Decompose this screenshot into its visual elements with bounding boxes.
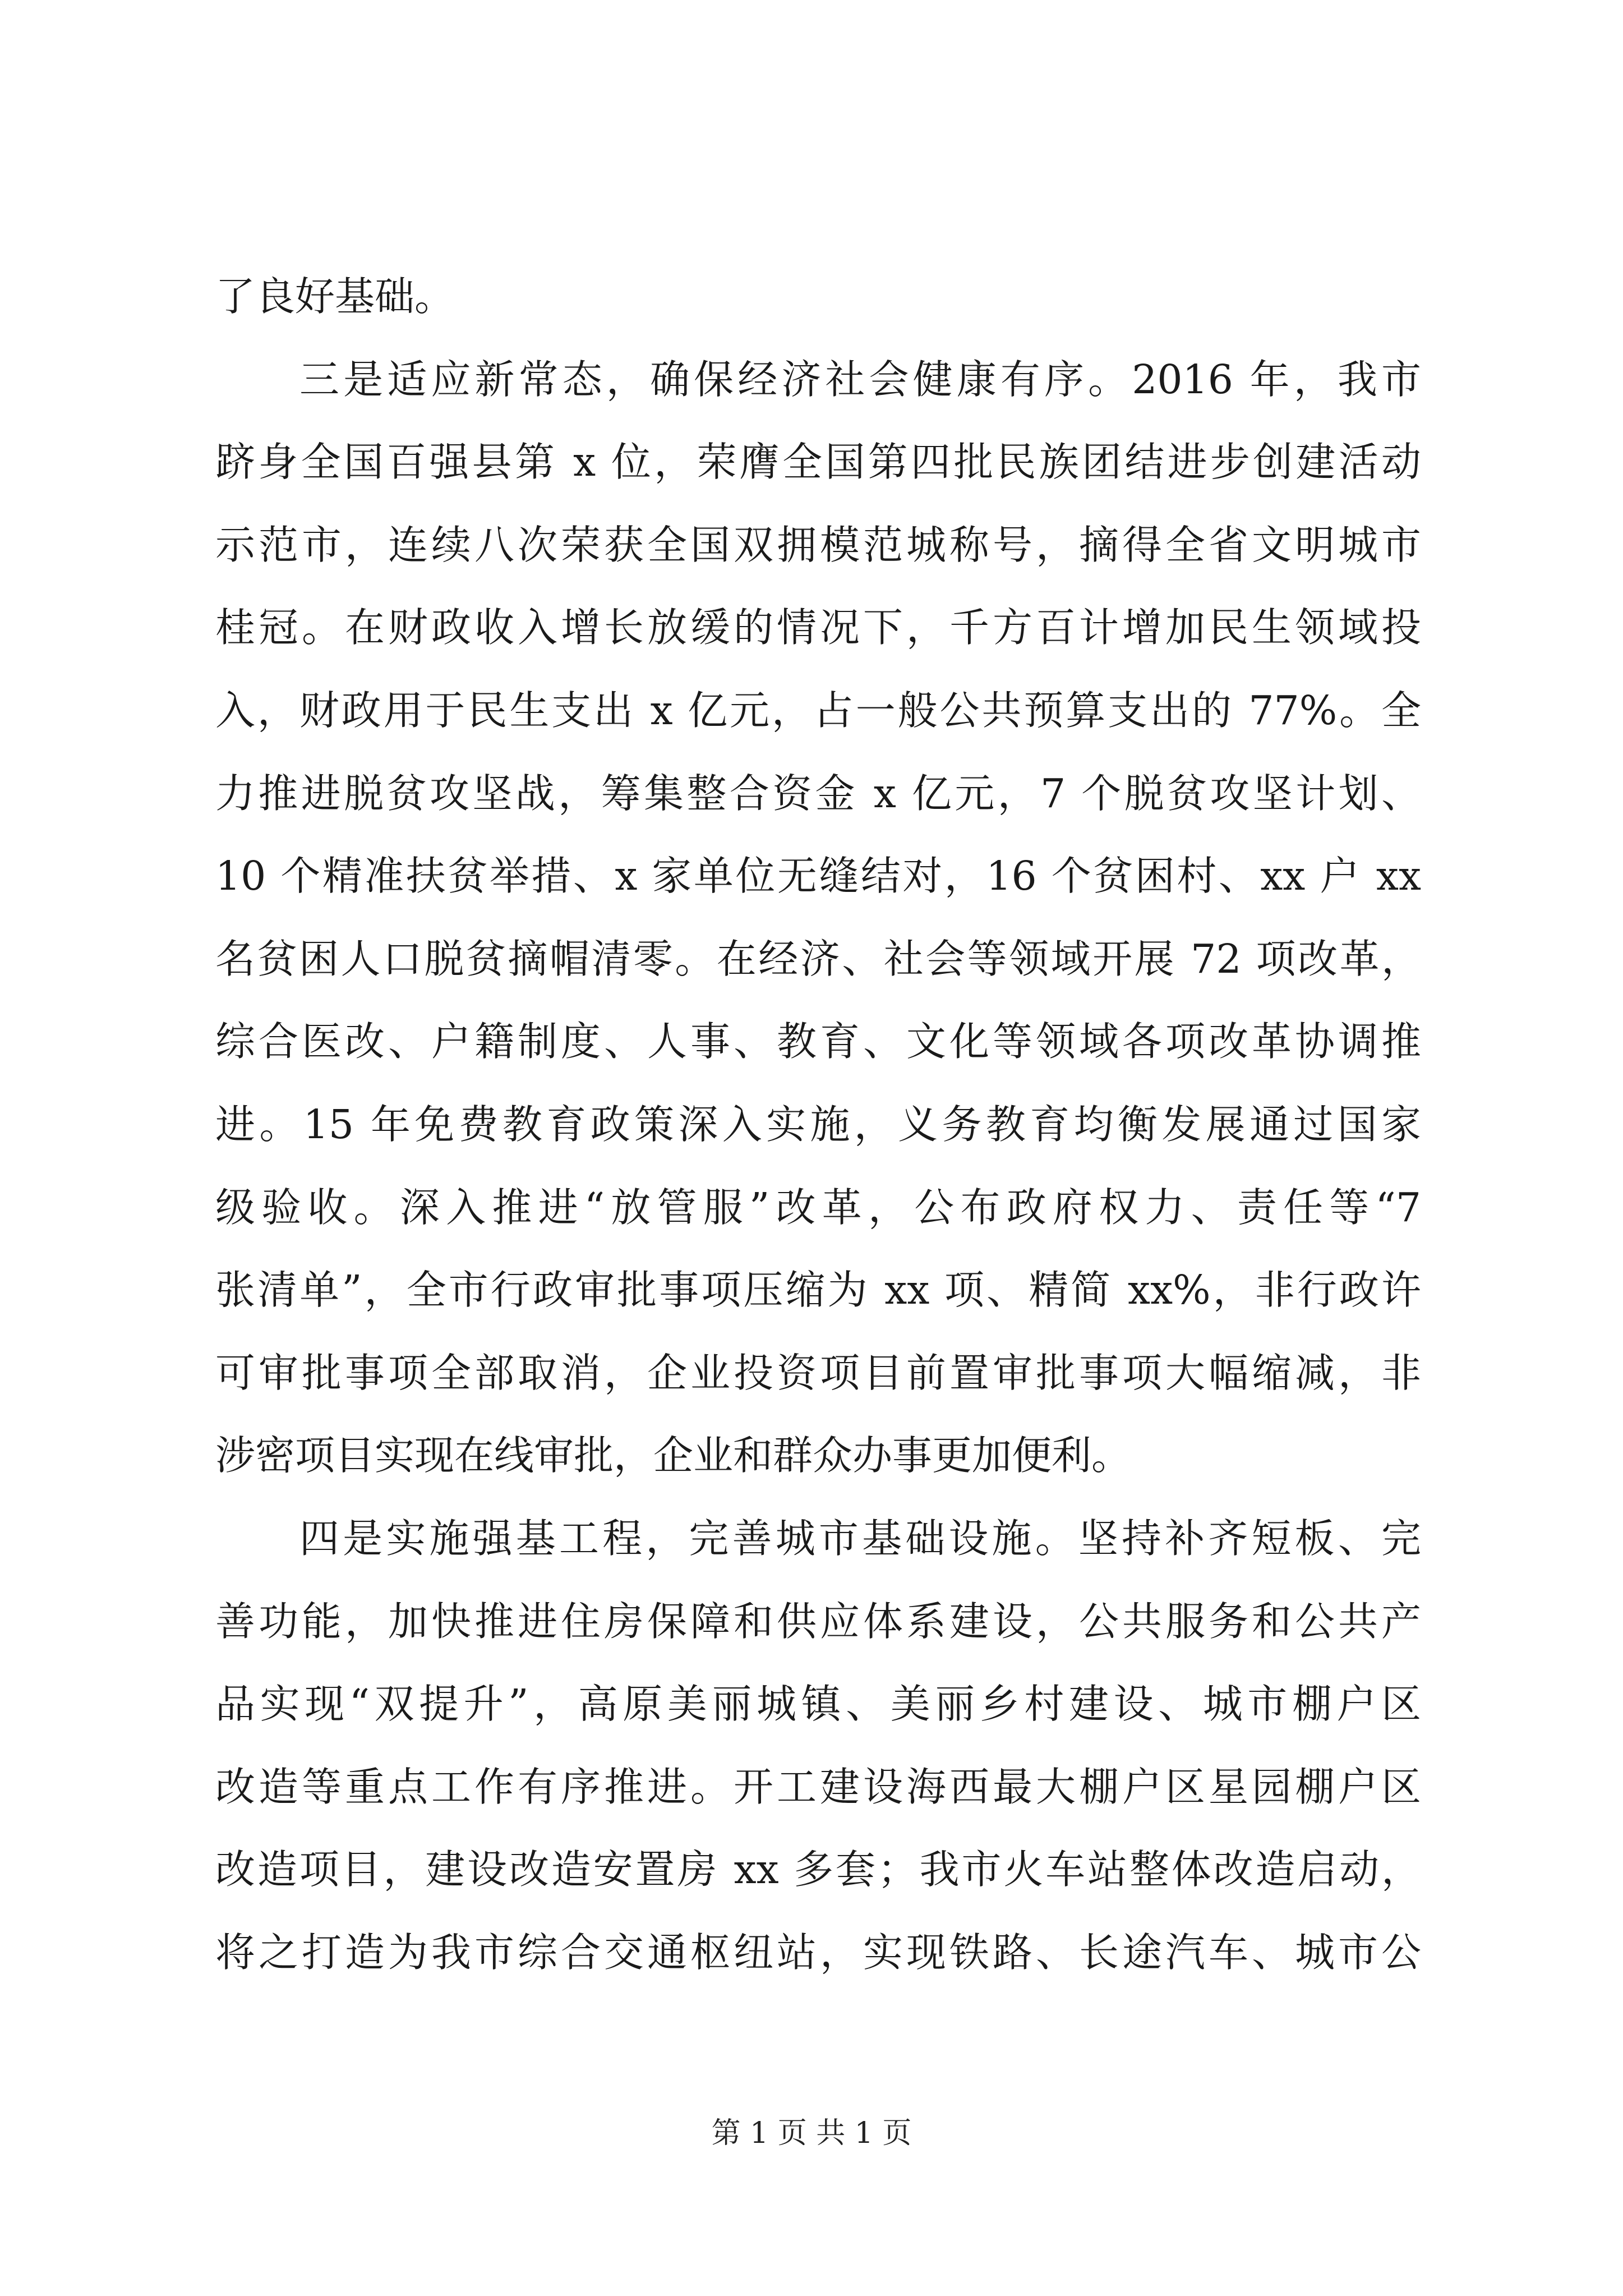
paragraph-start-line: 三是适应新常态，确保经济社会健康有序。2016 年，我市 [299, 356, 1421, 403]
text-line: 将之打造为我市综合交通枢纽站，实现铁路、长途汽车、城市公 [215, 1929, 1421, 1976]
text-line: 了良好基础。 [215, 273, 455, 320]
text-line: 综合医改、户籍制度、人事、教育、文化等领域各项改革协调推 [215, 1018, 1421, 1065]
text-line: 可审批事项全部取消，企业投资项目前置审批事项大幅缩减，非 [215, 1349, 1421, 1396]
page-footer [0, 2116, 1623, 2150]
text-line: 进。15 年免费教育政策深入实施，义务教育均衡发展通过国家 [215, 1101, 1421, 1148]
page-number-label: 第 1 页 共 1 页 [711, 2116, 912, 2150]
text-line: 涉密项目实现在线审批，企业和群众办事更加便利。 [215, 1432, 1132, 1479]
text-line: 桂冠。在财政收入增长放缓的情况下，千方百计增加民生领域投 [215, 604, 1421, 651]
text-line: 改造等重点工作有序推进。开工建设海西最大棚户区星园棚户区 [215, 1763, 1421, 1810]
text-line: 示范市，连续八次荣获全国双拥模范城称号，摘得全省文明城市 [215, 521, 1421, 568]
text-line: 入，财政用于民生支出 x 亿元，占一般公共预算支出的 77%。全 [215, 687, 1421, 734]
text-line: 力推进脱贫攻坚战，筹集整合资金 x 亿元，7 个脱贫攻坚计划、 [215, 770, 1421, 817]
text-line: 跻身全国百强县第 x 位，荣膺全国第四批民族团结进步创建活动 [215, 439, 1421, 486]
text-line: 品实现“双提升”，高原美丽城镇、美丽乡村建设、城市棚户区 [215, 1681, 1421, 1728]
text-line: 名贫困人口脱贫摘帽清零。在经济、社会等领域开展 72 项改革， [215, 935, 1421, 982]
text-line: 改造项目，建设改造安置房 xx 多套；我市火车站整体改造启动， [215, 1846, 1421, 1893]
text-line: 10 个精准扶贫举措、x 家单位无缝结对，16 个贫困村、xx 户 xx [215, 853, 1421, 900]
text-line: 张清单”，全市行政审批事项压缩为 xx 项、精简 xx%，非行政许 [215, 1267, 1421, 1314]
text-line: 级验收。深入推进“放管服”改革，公布政府权力、责任等“7 [215, 1184, 1421, 1231]
paragraph-start-line: 四是实施强基工程，完善城市基础设施。坚持补齐短板、完 [299, 1515, 1421, 1562]
document-body [215, 255, 1421, 1994]
text-line: 善功能，加快推进住房保障和供应体系建设，公共服务和公共产 [215, 1598, 1421, 1645]
